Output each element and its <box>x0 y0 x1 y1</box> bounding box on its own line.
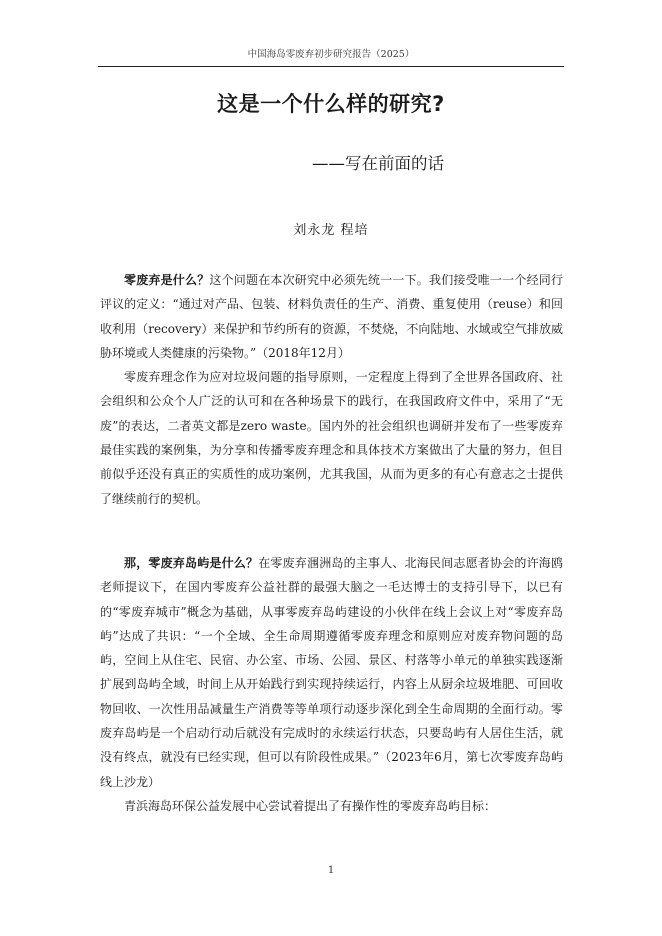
page-title: 这是一个什么样的研究? <box>217 92 445 116</box>
section-what-is-zero-waste <box>100 268 563 511</box>
paragraph <box>100 551 563 794</box>
section-what-is-zero-waste-island <box>100 551 563 818</box>
paragraph <box>100 268 563 365</box>
page-number: 1 <box>327 865 335 876</box>
authors: 刘永龙 程培 <box>293 223 369 238</box>
paragraph-text: 在零废弃涠洲岛的主事人、北海民间志愿者协会的许海鸥老师提议下，在国内零废弃公益社群的最强大脑之一毛达博士的支持引导下，以已有的“零废弃城市”概念为基础，从事零废弃岛屿建设的小伙伴在线上会议上对“零废弃岛屿”达成了共识：“一个全域、全生命周期遵循零废弃理念和原则应对废弃物问题的岛屿，空间上从住宅、民宿、办公室、市场、公园、景区、村落等小单元的单独实践逐渐扩展到岛屿全域，时间上从开始践行到实现持续运行，内容上从厨余垃圾堆肥、可回收物回收、一次性用品减量生产消费等等单项行动逐步深化到全生命周期的全面行动。零废弃岛屿是一个启动行动后就没有完成时的永续运行状态，只要岛屿有人居住生活，就没有终点，就没有已经实现，但可以有阶段性成果。”（2023年6月，第七次零废弃岛屿线上沙龙） <box>100 556 563 789</box>
page-subtitle: ——写在前面的话 <box>312 154 444 173</box>
running-header: 中国海岛零废弃初步研究报告（2025） <box>98 46 564 67</box>
paragraph-lead: 零废弃是什么？ <box>124 273 210 287</box>
paragraph-text: 青浜海岛环保公益发展中心尝试着提出了有操作性的零废弃岛屿目标： <box>124 798 497 813</box>
paragraph <box>100 365 563 511</box>
paragraph-text: 这个问题在本次研究中必须先统一一下。我们接受唯一一个经同行评议的定义：“通过对产品、包装、材料负责任的生产、消费、重复使用（reuse）和回收利用（recovery）来保护和节约所有的资源，不焚烧，不向陆地、水域或空气排放威胁环境或人类健康的污染物。”（2018年12月） <box>100 273 563 360</box>
paragraph-lead: 那，零废弃岛屿是什么？ <box>124 556 259 570</box>
paragraph-text: 零废弃理念作为应对垃圾问题的指导原则，一定程度上得到了全世界各国政府、社会组织和公众个人广泛的认可和在各种场景下的践行，在我国政府文件中，采用了“无废”的表达，二者英文都是zero waste。国内外的社会组织也调研并发布了一些零废弃最佳实践的案例集，为分享和传播零废弃理念和具体技术方案做出了大量的努力，但目前似乎还没有真正的实质性的成功案例，尤其我国，从而为更多的有心有意志之士提供了继续前行的契机。 <box>100 370 563 506</box>
paragraph <box>100 794 563 818</box>
